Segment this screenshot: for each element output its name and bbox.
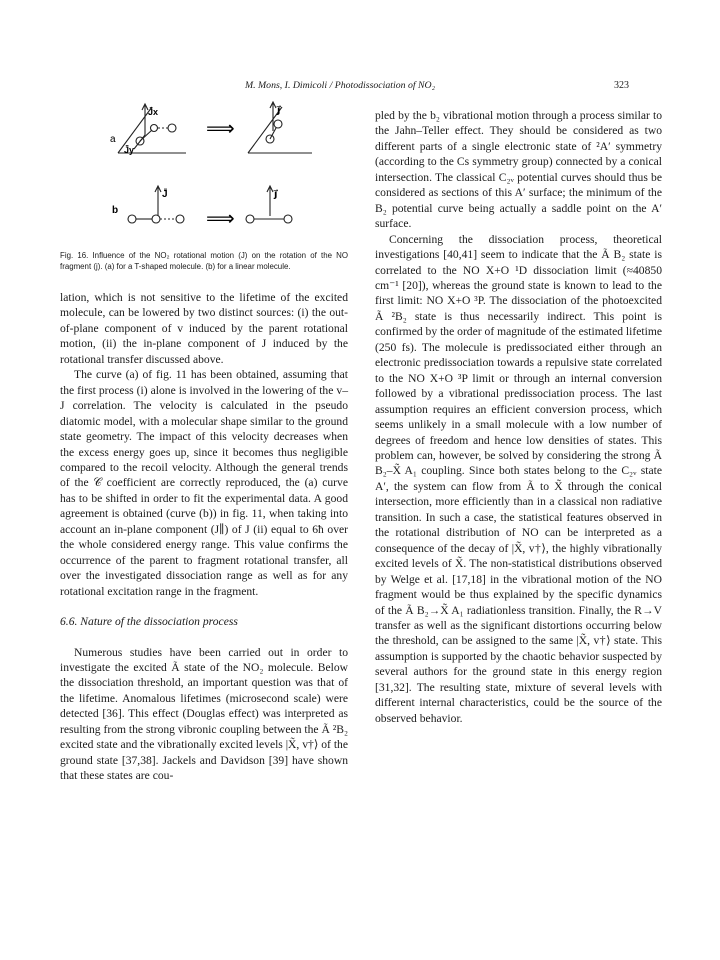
label-jx: J̄x — [148, 107, 159, 117]
atom-b-o1 — [128, 215, 136, 223]
paragraph: Numerous studies have been carried out in order to investigate the excited Ã state of the NO₂ molecule. Below the dissociation threshold, an important question was that of the lifetime. Anomalous lifetimes (microsecond scale) were detected [36]. This effect (Douglas effect) was interpreted as resulting from the strong vibronic coupling between the Ã ²B₂ excited state and the vibrationally excited levels |X̃, v†⟩ of the ground state [37,38]. Jackels and Davidson [39] have shown that these states are cou- — [60, 645, 348, 783]
label-j: j⃗ — [277, 105, 281, 116]
page-header — [0, 79, 720, 93]
panel-label-b: b — [112, 205, 119, 216]
atom-o2 — [168, 124, 176, 132]
paragraph: Concerning the dissociation process, theoretical investigations [40,41] seem to indicate that the Ã B₂ state is correlated to the NO X+O ¹D dissociation limit (≈40850 cm⁻¹ [20]), whereas the ground state is known to lead to the first limit: NO X+O ³P. The dissociation of the photoexcited Ã ²B₂ state is thus necessarily indirect. This point is confirmed by the order of magnitude of the estimated lifetime (250 fs). The molecule is predissociated either through an electronic predissociation towards a repulsive state correlated to the NO X+O ³P limit or through an internal conversion followed by a vibrational predissociation process. The last assumption requires an efficient conversion process, which seems unlikely in a small molecule with a low number of degrees of freedom and hence low densities of states. This problem can, however, be solved by considering the strong Ã B₂–X̃ A₁ coupling. Since both states belong to the C₂ᵥ state A′, the system can flow from Ã to X̃ through the conical intersection, more efficiently than in a classical non radiative transition. In such a case, the statistical features observed in the rotational distribution of NO can be interpreted as a consequence of the decay of |X̃, v†⟩, the highly vibrationally excited levels of X̃. The non-statistical distributions observed by Welge et al. [17,18] in the vibrational motion of the NO fragment would be thus explained by the specific dynamics of the Ã B₂→X̃ A₁ radiationless transition. Finally, the R→V transfer as well as the significant distortions occurring below the threshold, can be assigned to the same |X̃, v†⟩ state. This assumption is supported by the chaotic behavior suspected by several authors for the ground state in this energy region [31,32]. The resulting state, mixture of several levels with different internal characteristics, could be the source of the observed behavior. — [375, 232, 662, 725]
atom-n-frag — [274, 120, 282, 128]
panel-label-a: a — [110, 134, 116, 145]
arrow-b: ⟹ — [206, 208, 235, 230]
figure-16 — [110, 101, 340, 241]
atom-b-o2 — [176, 215, 184, 223]
left-column — [60, 290, 348, 784]
atom-n — [151, 125, 158, 132]
label-jb: J̄ — [162, 189, 168, 200]
label-jb2: j⃗ — [274, 189, 278, 200]
paragraph: lation, which is not sensitive to the lifetime of the excited molecule, can be lowered by two distinct sources: (i) the out-of-plane component of v induced by the parent rotational motion, (ii) the in-plane component of J induced by the rotational transfer discussed above. — [60, 291, 348, 366]
atom-b-n — [152, 215, 160, 223]
label-jy: J̄y — [124, 145, 135, 155]
right-column — [375, 108, 662, 726]
page-number: 323 — [614, 80, 629, 91]
paragraph: The curve (a) of fig. 11 has been obtained, assuming that the first process (i) alone is involved in the lowering of the v–J correlation. The velocity is calculated in the pseudo diatomic model, with a molecular shape similar to the ground state geometry. The impact of this velocity decreases when the excess energy goes up, since it becomes thus negligible compared to the recoil velocity. Although the general trends of the 𝒞 coefficient are correctly reproduced, the (a) curve has to be shifted in order to fit the experimental data. A good agreement is obtained (curve (b)) in fig. 11, when taking into account an in-plane component (J∥) of J (ii) equal to 6ħ over the whole considered energy range. This value confirms the occurrence of the parent to fragment rotational transfer, all over the investigated dissociation range as well as for any rotational excitation range in the fragment. — [60, 368, 348, 598]
arrow-a: ⟹ — [206, 118, 235, 140]
running-head: M. Mons, I. Dimicoli / Photodissociation of NO₂ — [244, 80, 436, 91]
atom-b2-o — [246, 215, 254, 223]
figure-caption: Fig. 16. Influence of the NO₂ rotational motion (J) on the rotation of the NO fragment (j). (a) for a T-shaped molecule. (b) for a linear molecule. — [60, 251, 348, 271]
paragraph: pled by the b₂ vibrational motion through a process similar to the Jahn–Teller effect. They should be considered as two different parts of a single electronic state of ²A′ symmetry (according to the Cs symmetry group) connected by a conical intersection. The classical C₂ᵥ potential curves should thus be considered as sections of this A′ surface; the minimum of the B₂ potential curve being actually a saddle point on the A′ surface. — [375, 109, 662, 231]
figure-16-diagram — [110, 101, 340, 241]
section-heading: 6.6. Nature of the dissociation process — [60, 615, 238, 629]
atom-b2-n — [284, 215, 292, 223]
